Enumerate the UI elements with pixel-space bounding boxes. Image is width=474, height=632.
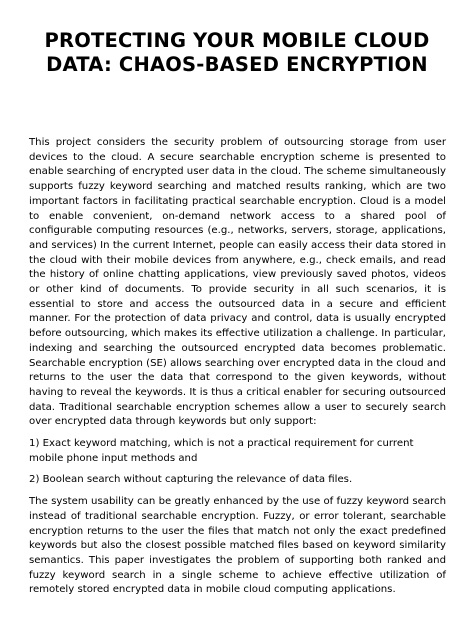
document-title: PROTECTING YOUR MOBILE CLOUD DATA: CHAOS-BASED ENCRYPTION — [44, 29, 430, 76]
list-item-boolean-search: 2) Boolean search without capturing the relevance of data files. — [29, 474, 353, 486]
intro-paragraph: This project considers the security problem of outsourcing storage from user devices to the cloud. A secure searchable encryption scheme is presented to enable searching of encrypted user data in the cloud. The scheme simultaneously supports fuzzy keyword searching and matched results ranking, which are two important factors in facilitating practical searchable encryption. Cloud is a model to enable convenient, on-demand network access to a shared pool of configurable computing resources (e.g., networks, servers, storage, applications, and services) In the current Internet, people can easily access their data stored in the cloud with their mobile devices from anywhere, e.g., check emails, and read the history of online chatting applications, view previously saved photos, videos or other kind of documents. To provide security in all such scenarios, it is essential to store and access the outsourced data in a secure and efficient manner. For the protection of data privacy and control, data is usually encrypted before outsourcing, which makes its effective utilization a challenge. In particular, indexing and searching the outsourced encrypted data becomes problematic. Searchable encryption (SE) allows searching over encrypted data in the cloud and returns to the user the data that correspond to the given keywords, without having to reveal the keywords. It is thus a critical enabler for securing outsourced data. Traditional searchable encryption schemes allow a user to securely search over encrypted data through keywords but only support: — [29, 137, 446, 428]
document-body — [29, 136, 446, 605]
conclusion-paragraph: The system usability can be greatly enhanced by the use of fuzzy keyword search instead of traditional searchable encryption. Fuzzy, or error tolerant, searchable encryption returns to the user the files that match not only the exact predefined keywords but also the closest possible matched files based on keyword similarity semantics. This paper investigates the problem of supporting both ranked and fuzzy keyword search in a single scheme to achieve effective utilization of remotely stored encrypted data in mobile cloud computing applications. — [29, 496, 446, 596]
list-item-exact-keyword: 1) Exact keyword matching, which is not a practical requirement for current mobile phone input methods and — [29, 438, 414, 464]
